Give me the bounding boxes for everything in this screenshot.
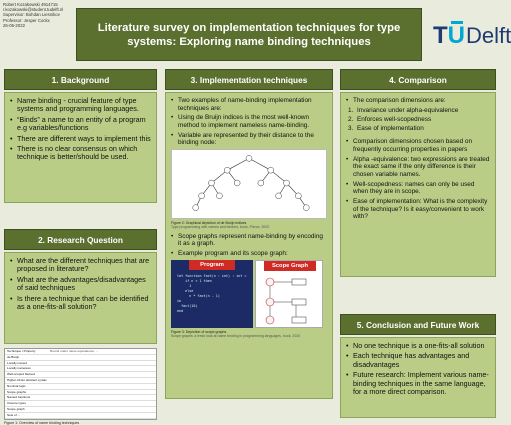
table-row xyxy=(5,413,156,419)
table-cell xyxy=(50,413,156,418)
table-cell: Locally nameless xyxy=(7,366,31,371)
techniques-table xyxy=(4,348,157,420)
figure-3-caption: Figure 3: Depiction of scope graphs xyxy=(171,329,227,334)
comparison-item: • Well-scopedness: names can only be used when they are in scope. xyxy=(346,181,490,196)
dimension-text: Invariance under alpha-equivalence xyxy=(357,106,459,114)
column-left xyxy=(4,69,157,425)
comparison-item: • Alpha -equivalence: two expressions are treated the exact same if the only difference is their chosen variable names. xyxy=(346,156,490,179)
program-code: let function fact(n : int) : int = if n < 1 then 1 else n * fact(n - 1) in fact(10) end xyxy=(177,273,247,313)
table-cell xyxy=(50,390,156,395)
comparison-intro: • The comparison dimensions are: xyxy=(346,97,490,105)
logo-t: T xyxy=(433,22,448,49)
comparison-dimension: 3. Ease of implementation xyxy=(348,124,424,132)
comparison-heading: 4. Comparison xyxy=(340,69,496,90)
implementation-item: • Variable are represented by their distance to the binding node: xyxy=(171,132,327,147)
background-panel xyxy=(4,92,157,203)
table-cell xyxy=(50,372,156,377)
conclusion-heading: 5. Conclusion and Future Work xyxy=(340,314,496,335)
background-item: • There is no clear consensus on which technique is better/should be used. xyxy=(10,145,151,162)
background-item: • Name binding - crucial feature of type systems and programming languages. xyxy=(10,97,151,114)
figure-2-source: Type programming with names and binders, book, Pierce, 2002 xyxy=(171,225,270,230)
scope-graph-panel xyxy=(255,260,323,328)
table-cell: Bound under name equivalence, ... xyxy=(50,349,99,353)
research-item: • What are the different techniques that are proposed in literature? xyxy=(10,257,151,274)
table-cell: Well-scoped Named xyxy=(7,372,35,377)
comparison-dimension: 1. Invariance under alpha-equivalence xyxy=(348,106,459,114)
author-info xyxy=(3,2,63,28)
research-item: • Is there a technique that can be identified as a one-fits-all solution? xyxy=(10,295,151,312)
table-cell: Nominal logic xyxy=(7,383,26,388)
tu-delft-logo xyxy=(433,24,511,48)
comparison-panel xyxy=(340,92,496,277)
dimension-text: Enforces well-scopedness xyxy=(357,115,432,123)
author-name: Robert Kozakowski 4914715 xyxy=(3,2,58,7)
column-middle xyxy=(165,69,333,399)
de-bruijn-tree-figure xyxy=(171,149,327,219)
table-cell xyxy=(50,395,156,400)
comparison-dimension: 2. Enforces well-scopedness xyxy=(348,115,432,123)
background-heading: 1. Background xyxy=(4,69,157,90)
scope-graph-label: Scope Graph xyxy=(264,261,316,271)
implementation-heading: 3. Implementation techniques xyxy=(165,69,333,90)
table-cell xyxy=(50,384,156,389)
table-cell xyxy=(50,407,156,412)
figure-1-caption: Figure 1: Overview of name binding techniques xyxy=(4,420,80,425)
conclusion-item: • No one technique is a one-fits-all solution xyxy=(346,342,490,350)
column-right xyxy=(340,69,496,418)
implementation-item: • Scope graphs represent name-binding by encoding it as a graph. xyxy=(171,233,327,248)
professor: Professor: Jesper Cockx xyxy=(3,17,50,23)
logo-u: U xyxy=(447,22,466,49)
research-heading: 2. Research Question xyxy=(4,229,157,250)
supervisor: Supervisor: Bohdan Liesnikov xyxy=(3,12,60,18)
table-cell xyxy=(50,366,156,371)
implementation-panel xyxy=(165,92,333,399)
program-label: Program xyxy=(189,260,235,270)
table-cell xyxy=(50,361,156,366)
table-cell: Sets of ... xyxy=(7,412,21,417)
de-bruijn-tree-svg xyxy=(172,150,326,218)
poster-title: Literature survey on implementation techniques for type systems: Exploring name binding techniques xyxy=(97,21,401,48)
table-cell: Locally named xyxy=(7,360,27,365)
table-cell: de Bruijn xyxy=(7,354,20,359)
program-panel xyxy=(171,260,253,328)
title-banner xyxy=(76,8,422,61)
table-cell xyxy=(50,378,156,383)
implementation-item: • Using de Bruijn indices is the most well-known method to implement nameless name-binding. xyxy=(171,114,327,129)
background-item: • “Binds” a name to an entity of a program e.g variables/functions xyxy=(10,116,151,133)
conclusion-panel xyxy=(340,337,496,418)
table-cell xyxy=(50,401,156,406)
table-cell: Scope graphs xyxy=(7,389,27,394)
conclusion-item: • Future research: Implement various name-binding techniques in the same language, for a more direct comparison. xyxy=(346,371,490,396)
conclusion-item: • Each technique has advantages and disadvantages xyxy=(346,352,490,369)
implementation-item: • Example program and its scope graph: xyxy=(171,250,327,258)
table-cell: Higher-Order abstract syntax xyxy=(7,377,47,382)
background-item: • There are different ways to implement this xyxy=(10,135,151,143)
scope-graph-svg xyxy=(256,272,322,328)
figure-2-caption: Figure 2: Graphical depiction of de Bruijn indices xyxy=(171,221,247,226)
logo-delft: Delft xyxy=(466,23,511,48)
dimension-text: Ease of implementation xyxy=(357,124,424,132)
table-cell xyxy=(50,355,156,360)
research-item: • What are the advantages/disadvantages of said techniques xyxy=(10,276,151,293)
author-email: r.kozakowski@student.tudelft.nl xyxy=(3,7,64,13)
table-cell: Technique / Property xyxy=(7,349,36,353)
research-panel xyxy=(4,252,157,344)
comparison-item: • Ease of implementation: What is the complexity of the technique? Is it easy/convenient to work with? xyxy=(346,198,490,221)
table-cell: Named functions xyxy=(7,395,31,400)
table-cell: Closure types xyxy=(7,401,26,406)
scope-graph-figure xyxy=(171,260,327,328)
comparison-item: • Comparison dimensions chosen based on frequently occurring properties in papers xyxy=(346,138,490,153)
figure-3-source: Scope graphs: a fresh look at name binding in programming languages, book, 2020 xyxy=(171,333,301,338)
table-cell: Scope graph xyxy=(7,406,25,411)
date: 26-06-2022 xyxy=(3,22,25,28)
implementation-item: • Two examples of name-binding implementation techniques are: xyxy=(171,97,327,112)
